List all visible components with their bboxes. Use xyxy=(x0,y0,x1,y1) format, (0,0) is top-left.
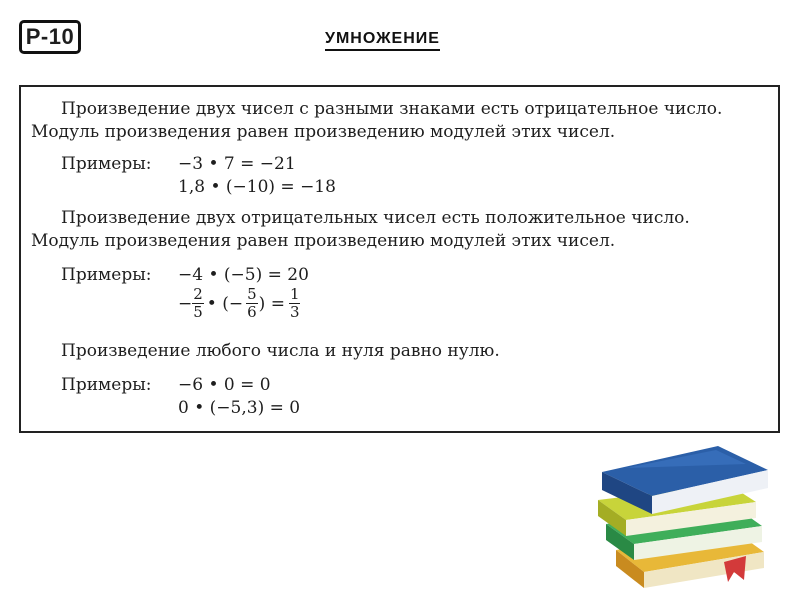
rule2-example-1: −4 • (−5) = 20 xyxy=(178,265,309,285)
minus-sign: − xyxy=(178,293,193,314)
rule1-examples-label: Примеры: xyxy=(61,154,152,174)
rule2-line1: Произведение двух отрицательных чисел есть положительное число. xyxy=(61,208,690,228)
rule3-example-2: 0 • (−5,3) = 0 xyxy=(178,398,301,418)
rule1-line2: Модуль произведения равен произведению модулей этих чисел. xyxy=(31,122,616,142)
fraction-denominator: 5 xyxy=(193,303,203,321)
fraction-denominator: 6 xyxy=(247,303,257,321)
rule2-example-2 xyxy=(178,286,300,321)
rule3-example-1: −6 • 0 = 0 xyxy=(178,375,271,395)
rule3-examples-label: Примеры: xyxy=(61,375,152,395)
fraction-5-6 xyxy=(246,286,258,321)
rule-box xyxy=(19,85,780,433)
rule1-line1: Произведение двух чисел с разными знаками есть отрицательное число. xyxy=(61,99,723,119)
fraction-2-5 xyxy=(192,286,204,321)
rule1-example-1: −3 • 7 = −21 xyxy=(178,154,296,174)
fraction-denominator: 3 xyxy=(289,303,300,321)
fraction-numerator: 2 xyxy=(193,285,203,303)
equals: ) = xyxy=(258,293,285,314)
section-badge: Р-10 xyxy=(19,20,81,54)
fraction-numerator: 1 xyxy=(289,285,300,303)
fraction-1-3 xyxy=(289,286,301,321)
book-stack-icon xyxy=(596,440,776,594)
rule3-line1: Произведение любого числа и нуля равно нулю. xyxy=(61,341,500,361)
fraction-numerator: 5 xyxy=(247,285,257,303)
rule2-examples-label: Примеры: xyxy=(61,265,152,285)
page-title: УМНОЖЕНИЕ xyxy=(325,30,440,51)
operator: • (− xyxy=(206,293,244,314)
rule1-example-2: 1,8 • (−10) = −18 xyxy=(178,177,336,197)
rule2-line2: Модуль произведения равен произведению модулей этих чисел. xyxy=(31,231,616,251)
